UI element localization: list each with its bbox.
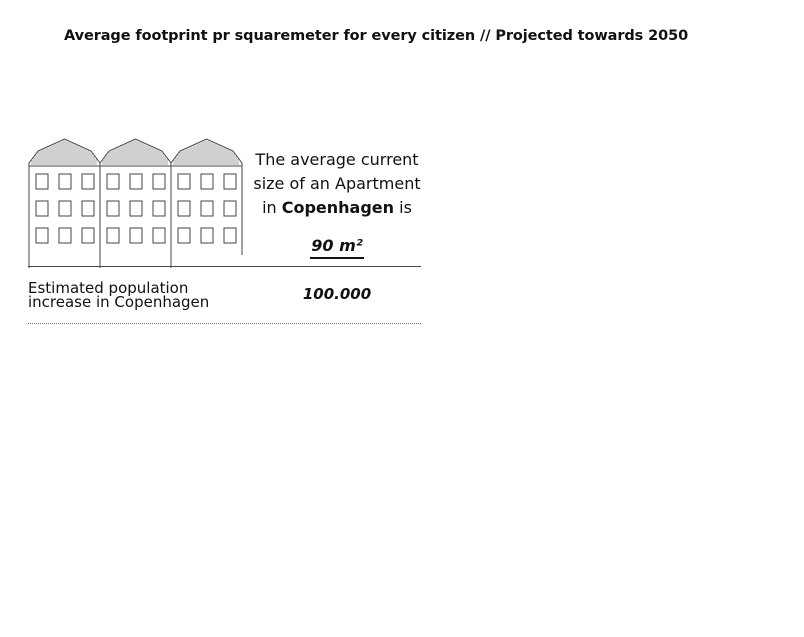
- apartment-size-value: [248, 236, 426, 259]
- building-window: [201, 201, 213, 216]
- city-name: Copenhagen: [281, 198, 395, 217]
- average-text-line-2: size of an Apartment: [253, 174, 421, 193]
- building-window: [224, 174, 236, 189]
- building-window: [59, 228, 71, 243]
- building-window: [130, 201, 142, 216]
- building-window: [201, 228, 213, 243]
- building-window: [130, 228, 142, 243]
- ground-divider-line: [28, 266, 421, 267]
- building-window: [36, 201, 48, 216]
- building-roof: [100, 139, 171, 166]
- building-window: [59, 201, 71, 216]
- average-text-in: in: [262, 198, 282, 217]
- population-label-line-2: increase in Copenhagen: [28, 293, 210, 311]
- building-window: [82, 201, 94, 216]
- building-window: [153, 174, 165, 189]
- building-window: [201, 174, 213, 189]
- building-window: [178, 174, 190, 189]
- apartment-size-number: 90 m²: [310, 236, 364, 259]
- building-window: [107, 174, 119, 189]
- building-window: [153, 228, 165, 243]
- average-text-line-3: [248, 196, 426, 220]
- average-apartment-text: [248, 148, 426, 220]
- building-window: [82, 174, 94, 189]
- building-roof: [171, 139, 242, 166]
- building-window: [82, 228, 94, 243]
- population-label-line-1: Estimated population: [28, 279, 189, 297]
- building-window: [224, 201, 236, 216]
- average-text-line-1: The average current: [255, 150, 419, 169]
- building-roof: [29, 139, 100, 166]
- average-text-is: is: [394, 198, 412, 217]
- apartment-buildings-illustration: [28, 136, 248, 268]
- population-increase-value: 100.000: [302, 285, 372, 303]
- building-window: [59, 174, 71, 189]
- dotted-divider-line: [28, 323, 421, 324]
- building-window: [178, 228, 190, 243]
- building-window: [153, 201, 165, 216]
- building-window: [36, 228, 48, 243]
- building-window: [130, 174, 142, 189]
- page-title: Average footprint pr squaremeter for every citizen // Projected towards 2050: [64, 28, 689, 44]
- building-window: [178, 201, 190, 216]
- population-label: [28, 281, 258, 309]
- building-window: [107, 201, 119, 216]
- building-window: [36, 174, 48, 189]
- building-window: [107, 228, 119, 243]
- building-window: [224, 228, 236, 243]
